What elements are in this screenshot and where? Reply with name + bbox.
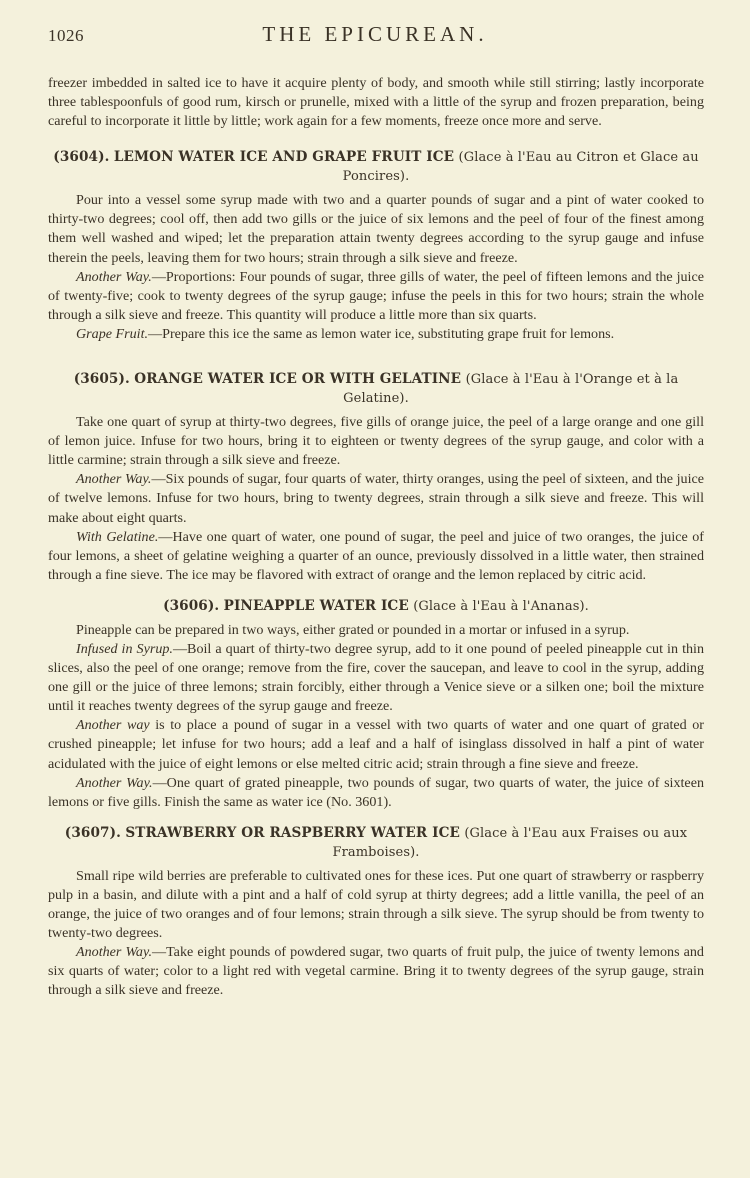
recipe-number: (3604). [53,149,110,166]
recipe-paragraph: Another way is to place a pound of sugar in a vessel with two quarts of water and one quart of grated or crushed pineapple; let infuse for two hours; add a leaf and a half of isinglass dissolved in half a pint of water acidulated with the juice of eight lemons or else melted citric acid; strain through a fine sieve and freeze. [48,717,704,772]
recipe-title: STRAWBERRY OR RASPBERRY WATER ICE [125,824,460,841]
paragraph-lead: Another Way. [76,471,152,488]
recipe-paragraph: Take one quart of syrup at thirty-two degrees, five gills of orange juice, the peel of a large orange and one gill of lemon juice. Infuse for two hours, bring it to eighteen or twenty degrees of the syrup gauge, and color with a little carmine; strain through a silk sieve and freeze. [48,414,704,469]
recipe-french-title: (Glace à l'Eau aux Fraises ou aux Framboises). [332,825,688,860]
recipe-paragraph: With Gelatine.—Have one quart of water, one pound of sugar, the peel and juice of two oranges, the juice of four lemons, a sheet of gelatine weighing a quarter of an ounce, previously dissolved in a little water, then strained through a fine sieve. The ice may be flavored with extract of orange and the lemon replaced by citric acid. [48,528,704,583]
recipe-paragraph: Another Way.—Take eight pounds of powdered sugar, two quarts of fruit pulp, the juice of twenty lemons and six quarts of water; color to a light red with vegetal carmine. Bring it to twenty degrees of the syrup gauge, strain through a silk sieve and freeze. [48,944,704,999]
recipe-paragraph: Another Way.—Proportions: Four pounds of sugar, three gills of water, the peel of fifteen lemons and the juice of twenty-five; cook to twenty degrees of the syrup gauge; infuse the peels in this for two hours; strain the whole through a silk sieve and freeze. This quantity will produce a little more than six quarts. [48,268,704,323]
recipe-french-title: (Glace à l'Eau à l'Ananas). [413,598,589,614]
recipe-french-title: (Glace à l'Eau au Citron et Glace au Poncires). [342,150,699,185]
recipe-heading-3606 [48,597,704,616]
recipe-number: (3605). [73,371,130,388]
recipe-paragraph: Grape Fruit.—Prepare this ice the same as lemon water ice, substituting grape fruit for lemons. [76,325,615,342]
recipe-paragraph: Small ripe wild berries are preferable to cultivated ones for these ices. Put one quart of strawberry or raspberry pulp in a basin, and dilute with a pint and a half of cold syrup at thirty degrees; add a little vanilla, the peel of an orange, the juice of two oranges and of four lemons; strain through a silk sieve. The syrup should be from twenty to twenty-two degrees. [48,867,704,942]
recipe-paragraph: Another Way.—One quart of grated pineapple, two pounds of sugar, two quarts of water, the juice of sixteen lemons or five gills. Finish the same as water ice (No. 3601). [48,774,704,810]
paragraph-lead: Another Way. [76,774,153,791]
paragraph-lead: Infused in Syrup. [76,640,173,657]
paragraph-lead: With Gelatine. [76,528,159,545]
recipe-number: (3606). [163,597,220,614]
page-body [48,74,704,1000]
paragraph-lead: Grape Fruit. [76,325,149,342]
recipe-paragraph: Pineapple can be prepared in two ways, either grated or pounded in a mortar or infused in a syrup. [76,621,630,638]
recipe-french-title: (Glace à l'Eau à l'Orange et à la Gelatine). [343,372,679,407]
page-number: 1026 [48,26,84,45]
recipe-title: LEMON WATER ICE AND GRAPE FRUIT ICE [113,149,455,166]
paragraph-lead: Another Way. [76,944,152,961]
recipe-paragraph: Infused in Syrup.—Boil a quart of thirty-two degree syrup, add to it one pound of peeled pineapple cut in thin slices, also the peel of one orange; remove from the fire, cover the saucepan, and leave to cool in the syrup, adding one gill or the juice of three lemons; strain forcibly, either through a Venice sieve or a silken one; boil the mixture until it reaches twenty degrees of the syrup gauge and freeze. [48,640,704,715]
recipe-number: (3607). [64,824,121,841]
recipe-title: ORANGE WATER ICE OR WITH GELATINE [134,371,462,388]
recipe-paragraph: Pour into a vessel some syrup made with two and a quarter pounds of sugar and a pint of water cooked to thirty-two degrees; cool off, then add two gills or the juice of six lemons and the peel of four of the finest among them well washed and wiped; let the preparation attain twenty degrees according to the syrup gauge and infuse therein the peels, leaving them for two hours; strain through a silk sieve and freeze. [48,192,704,266]
recipe-paragraph: Another Way.—Six pounds of sugar, four quarts of water, thirty oranges, using the peel of sixteen, and the juice of twelve lemons. Infuse for two hours, bring to twenty degrees, strain through a silk sieve and freeze. This will make about eight quarts. [48,471,704,526]
paragraph-lead: Another way [76,717,150,734]
opening-paragraph: freezer imbedded in salted ice to have it acquire plenty of body, and smooth while still stirring; lastly incorporate three tablespoonfuls of good rum, kirsch or prunelle, mixed with a little of the syrup and frozen preparation, being careful to incorporate it little by little; work again for a few moments, freeze once more and serve. [48,75,704,130]
page-header [48,22,702,52]
paragraph-lead: Another Way. [76,268,152,285]
recipe-heading-3607 [48,824,704,862]
recipe-heading-3605 [48,370,704,408]
recipe-title: PINEAPPLE WATER ICE [223,597,409,614]
running-title: THE EPICUREAN. [262,22,488,46]
recipe-heading-3604 [48,148,704,186]
